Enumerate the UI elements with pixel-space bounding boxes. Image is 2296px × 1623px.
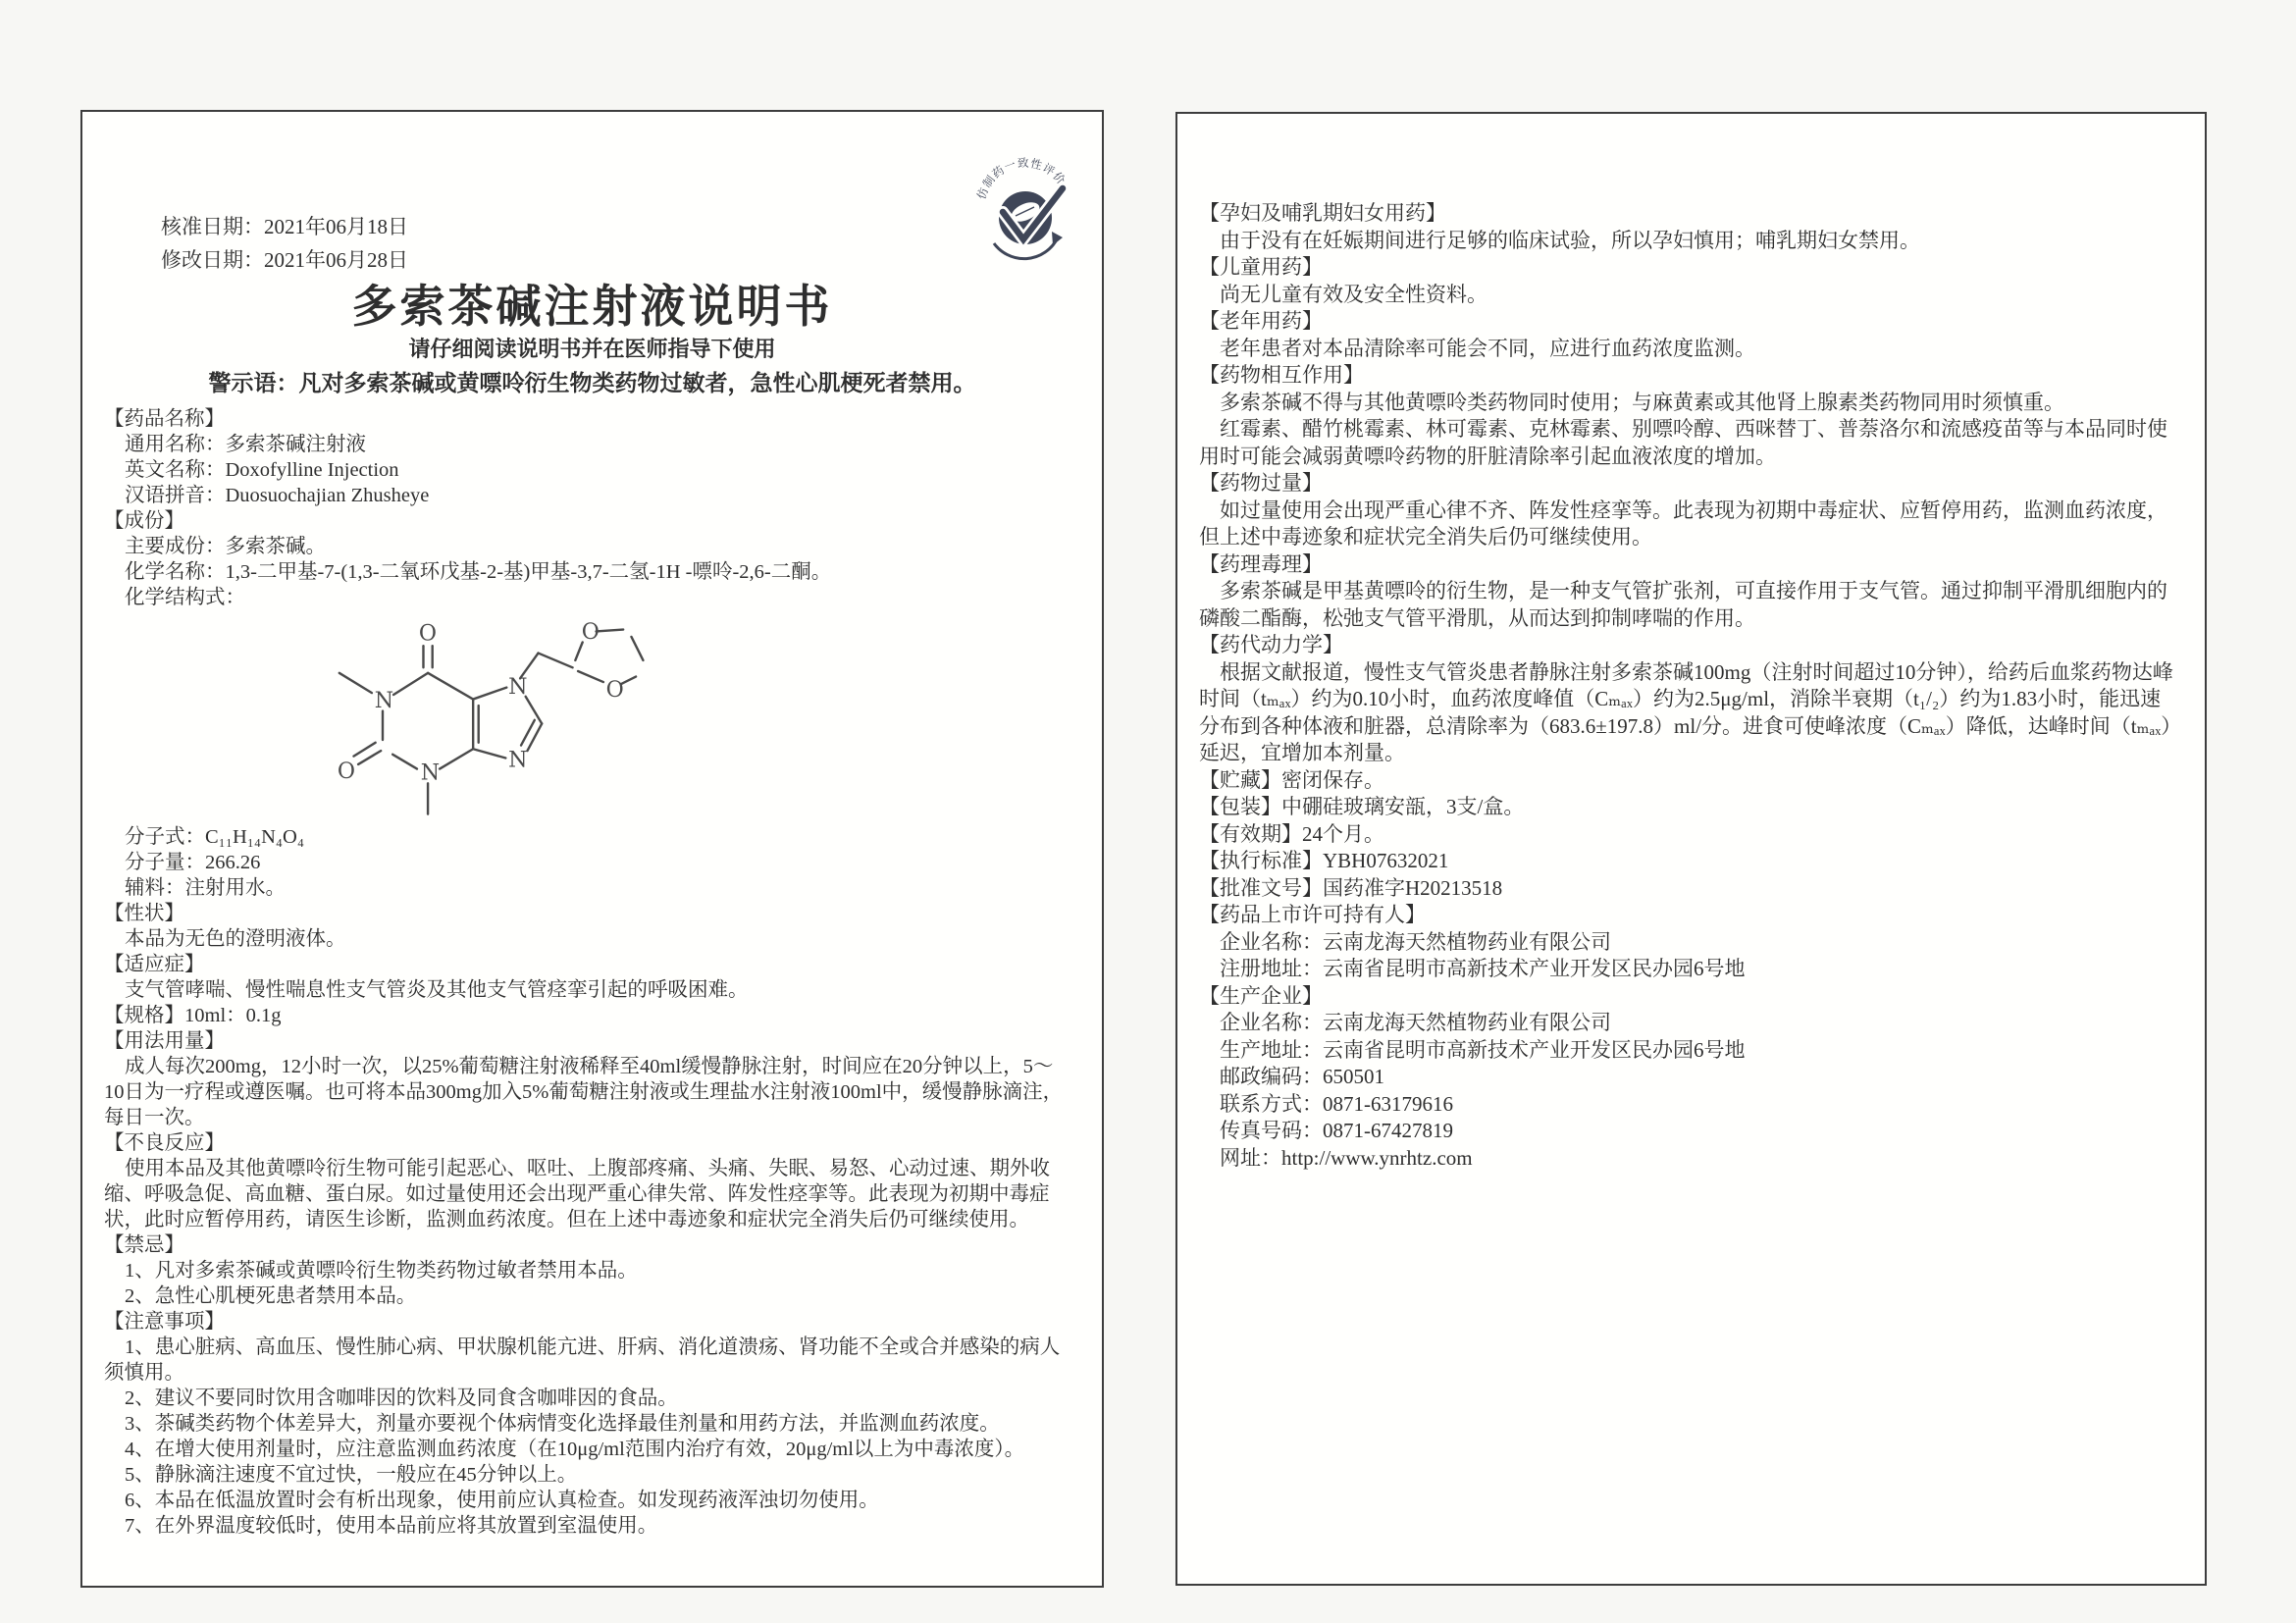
text-line: 支气管哮喘、慢性喘息性支气管炎及其他支气管痉挛引起的呼吸困难。 — [125, 979, 749, 1001]
text-line: 汉语拼音：Duosuochajian Zhusheye — [125, 485, 430, 506]
consistency-evaluation-logo — [974, 157, 1076, 265]
text-line: 多索茶碱不得与其他黄嘌呤类药物同时使用；与麻黄素或其他肾上腺素类药物同用时须慎重。 — [1220, 390, 2064, 414]
text-line: 7、在外界温度较低时，使用本品前应将其放置到室温使用。 — [125, 1515, 658, 1537]
section-heading: 【有效期】24个月。 — [1199, 821, 1384, 846]
text-line: 1、凡对多索茶碱或黄嘌呤衍生物类药物过敏者禁用本品。 — [125, 1260, 638, 1282]
text-line: 联系方式：0871-63179616 — [1220, 1091, 1453, 1116]
text-line: 分子量：266.26 — [125, 852, 261, 873]
text-line: 成人每次200mg，12小时一次，以25%葡萄糖注射液稀释至40ml缓慢静脉注射，时间应在20分钟以上，5～10日为一疗程或遵医嘱。也可将本品300mg加入5%葡萄糖注射液或生理盐水注射液100ml中，缓慢静脉滴注，每日一次。 — [104, 1056, 1064, 1128]
approval-dates-block — [161, 210, 1102, 277]
left-page-body — [82, 406, 1102, 1539]
text-line: 6、本品在低温放置时会有析出现象，使用前应认真检查。如发现药液浑浊切勿使用。 — [125, 1490, 879, 1511]
atom-label-o2: O — [337, 758, 356, 784]
left-page — [80, 110, 1104, 1588]
section-heading: 【药理毒理】 — [1199, 551, 1323, 576]
text-line: 分子式：C₁₁H₁₄N₄O₄ — [125, 826, 304, 848]
text-line: 企业名称：云南龙海天然植物药业有限公司 — [1220, 929, 1611, 954]
right-page-body — [1177, 200, 2205, 1172]
text-line: 辅料：注射用水。 — [125, 877, 286, 899]
atom-label-n1: N — [374, 687, 394, 713]
text-line: 化学结构式： — [125, 587, 245, 608]
text-line: 邮政编码：650501 — [1220, 1065, 1384, 1088]
text-line: 老年患者对本品清除率可能会不同，应进行血药浓度监测。 — [1220, 336, 1755, 360]
text-line: 4、在增大使用剂量时，应注意监测血药浓度（在10μg/ml范围内治疗有效，20μg/ml以上为中毒浓度）。 — [125, 1439, 1025, 1460]
right-page — [1175, 112, 2207, 1586]
text-line: 使用本品及其他黄嘌呤衍生物可能引起恶心、呕吐、上腹部疼痛、头痛、失眠、易怒、心动过速、期外收缩、呼吸急促、高血糖、蛋白尿。如过量使用还会出现严重心律失常、阵发性痉挛等。此表现为初期中毒症状，此时应暂停用药，请医生诊断，监测血药浓度。但在上述中毒迹象和症状完全消失后仍可继续使用。 — [104, 1158, 1050, 1230]
text-line: 通用名称：多索茶碱注射液 — [125, 434, 366, 455]
doxofylline-structure-drawing — [251, 613, 722, 821]
section-heading: 【用法用量】 — [104, 1030, 225, 1052]
text-line: 红霉素、醋竹桃霉素、林可霉素、克林霉素、别嘌呤醇、西咪替丁、普萘洛尔和流感疫苗等与本品同时使用时可能会减弱黄嘌呤药物的肝脏清除率引起血液浓度的增加。 — [1199, 417, 2167, 468]
approval-date: 核准日期：2021年06月18日 — [161, 215, 408, 238]
text-line: 1、患心脏病、高血压、慢性肺心病、甲状腺机能亢进、肝病、消化道溃疡、肾功能不全或合并感染的病人须慎用。 — [104, 1336, 1061, 1384]
text-line: 主要成份：多索茶碱。 — [125, 536, 326, 557]
atom-label-o-dioxolane-1: O — [581, 618, 600, 645]
section-heading: 【适应症】 — [104, 954, 205, 975]
text-line: 如过量使用会出现严重心律不齐、阵发性痉挛等。此表现为初期中毒症状、应暂停用药，监测血药浓度，但上述中毒迹象和症状完全消失后仍可继续使用。 — [1199, 497, 2167, 549]
text-line: 由于没有在妊娠期间进行足够的临床试验，所以孕妇慎用；哺乳期妇女禁用。 — [1220, 228, 1920, 252]
text-line: 企业名称：云南龙海天然植物药业有限公司 — [1220, 1011, 1611, 1034]
leaflet-title: 多索茶碱注射液说明书 — [351, 282, 833, 332]
text-line: 2、急性心肌梗死患者禁用本品。 — [125, 1285, 417, 1307]
atom-label-o6: O — [418, 620, 438, 647]
text-line: 注册地址：云南省昆明市高新技术产业开发区民办园6号地 — [1220, 957, 1746, 980]
section-heading: 【药品上市许可持有人】 — [1199, 903, 1426, 926]
text-line: 本品为无色的澄明液体。 — [125, 928, 346, 950]
section-heading: 【药物相互作用】 — [1199, 363, 1364, 387]
leaflet-subtitle: 请仔细阅读说明书并在医师指导下使用 — [408, 337, 776, 361]
section-heading: 【性状】 — [104, 903, 184, 924]
section-heading: 【药品名称】 — [104, 408, 225, 430]
section-heading: 【规格】10ml：0.1g — [104, 1005, 282, 1026]
text-line: 网址：http://www.ynrhtz.com — [1220, 1145, 1473, 1170]
atom-label-n7: N — [508, 674, 528, 701]
revision-date: 修改日期：2021年06月28日 — [161, 248, 408, 272]
section-heading: 【注意事项】 — [104, 1311, 225, 1333]
section-heading: 【不良反应】 — [104, 1132, 225, 1154]
chemical-structure-diagram — [251, 613, 722, 821]
text-line: 化学名称：1,3-二甲基-7-(1,3-二氧环戊基-2-基)甲基-3,7-二氢-1H -嘌呤-2,6-二酮。 — [125, 561, 832, 583]
section-heading: 【儿童用药】 — [1199, 255, 1323, 279]
atom-label-n9: N — [508, 747, 528, 773]
text-line: 根据文献报道，慢性支气管炎患者静脉注射多索茶碱100mg（注射时间超过10分钟），给药后血浆药物达峰时间（tₘₐₓ）约为0.10小时，血药浓度峰值（Cₘₐₓ）约为2.5μg/ml，消除半衰期（t₁/₂）约为1.83小时，能迅速分布到各种体液和脏器，总清除率为（683.6±197.8）ml/分。进食可使峰浓度（Cₘₐₓ）降低，达峰时间（tₘₐₓ）延迟，宜增加本剂量。 — [1199, 659, 2173, 764]
section-heading: 【成份】 — [104, 510, 184, 532]
section-heading: 【孕妇及哺乳期妇女用药】 — [1199, 201, 1446, 225]
logo-arc-text: 仿制药一致性评价 — [975, 157, 1068, 201]
text-line: 传真号码：0871-67427819 — [1220, 1119, 1453, 1142]
section-heading: 【执行标准】YBH07632021 — [1199, 849, 1449, 872]
text-line: 尚无儿童有效及安全性资料。 — [1220, 282, 1487, 306]
section-heading: 【老年用药】 — [1199, 309, 1323, 333]
text-line: 生产地址：云南省昆明市高新技术产业开发区民办园6号地 — [1220, 1037, 1746, 1062]
atom-label-n3: N — [420, 759, 441, 786]
section-heading: 【禁忌】 — [104, 1234, 184, 1256]
atom-label-o-dioxolane-2: O — [605, 676, 624, 703]
section-heading: 【药代动力学】 — [1199, 633, 1343, 656]
text-line: 3、茶碱类药物个体差异大，剂量亦要视个体病情变化选择最佳剂量和用药方法，并监测血药浓度。 — [125, 1413, 1000, 1435]
text-line: 2、建议不要同时饮用含咖啡因的饮料及同食含咖啡因的食品。 — [125, 1387, 678, 1409]
logo-arrow-head — [1052, 232, 1063, 245]
section-heading: 【贮藏】密闭保存。 — [1199, 767, 1384, 792]
text-line: 英文名称：Doxofylline Injection — [125, 459, 399, 481]
text-line: 多索茶碱是甲基黄嘌呤的衍生物，是一种支气管扩张剂，可直接作用于支气管。通过抑制平滑肌细胞内的磷酸二酯酶，松弛支气管平滑肌，从而达到抑制哮喘的作用。 — [1199, 579, 2167, 630]
section-heading: 【批准文号】国药准字H20213518 — [1199, 875, 1503, 900]
section-heading: 【生产企业】 — [1199, 983, 1323, 1008]
warning-statement: 警示语：凡对多索茶碱或黄嘌呤衍生物类药物过敏者，急性心肌梗死者禁用。 — [208, 371, 976, 395]
consistency-evaluation-logo-icon — [974, 157, 1076, 265]
section-heading: 【包装】中硼硅玻璃安瓿，3支/盒。 — [1199, 795, 1525, 818]
section-heading: 【药物过量】 — [1199, 471, 1323, 495]
text-line: 5、静脉滴注速度不宜过快，一般应在45分钟以上。 — [125, 1464, 578, 1486]
